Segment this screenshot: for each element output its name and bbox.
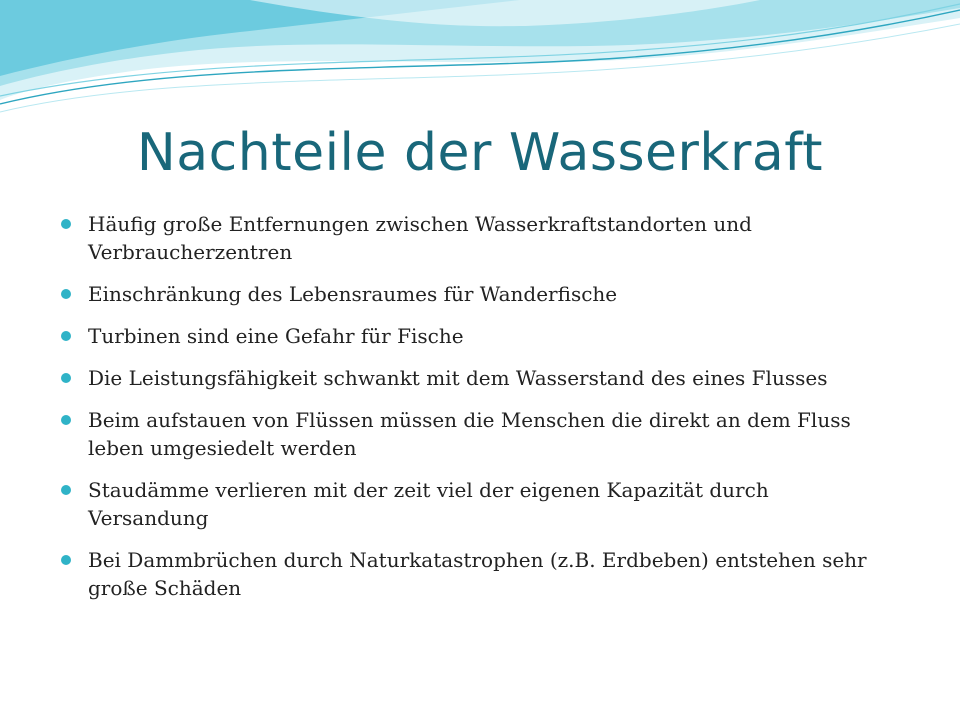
bullet-item — [56, 476, 876, 532]
bullet-dot-icon — [61, 331, 71, 341]
bullet-text: Die Leistungsfähigkeit schwankt mit dem Wasserstand des eines Flusses — [88, 366, 828, 390]
bullet-dot-icon — [61, 555, 71, 565]
bullet-dot-icon — [61, 485, 71, 495]
bullet-text: Turbinen sind eine Gefahr für Fische — [88, 324, 464, 348]
bullet-item — [56, 364, 876, 392]
wave-decoration — [0, 0, 960, 130]
bullet-dot-icon — [61, 289, 71, 299]
bullet-item — [56, 210, 876, 266]
bullet-text: Staudämme verlieren mit der zeit viel der eigenen Kapazität durch Versandung — [88, 478, 769, 530]
bullet-text: Bei Dammbrüchen durch Naturkatastrophen (z.B. Erdbeben) entstehen sehr große Schäden — [88, 548, 867, 600]
bullet-text: Beim aufstauen von Flüssen müssen die Menschen die direkt an dem Fluss leben umgesiedelt werden — [88, 408, 851, 460]
bullet-dot-icon — [61, 373, 71, 383]
bullet-text: Einschränkung des Lebensraumes für Wanderfische — [88, 282, 618, 306]
bullet-item — [56, 280, 876, 308]
bullet-dot-icon — [61, 219, 71, 229]
bullet-dot-icon — [61, 415, 71, 425]
bullet-item — [56, 322, 876, 350]
bullet-text: Häufig große Entfernungen zwischen Wasserkraftstandorten und Verbraucherzentren — [88, 212, 752, 264]
bullet-item — [56, 546, 876, 602]
bullet-list — [56, 210, 876, 616]
bullet-item — [56, 406, 876, 462]
slide-title: Nachteile der Wasserkraft — [136, 123, 824, 183]
